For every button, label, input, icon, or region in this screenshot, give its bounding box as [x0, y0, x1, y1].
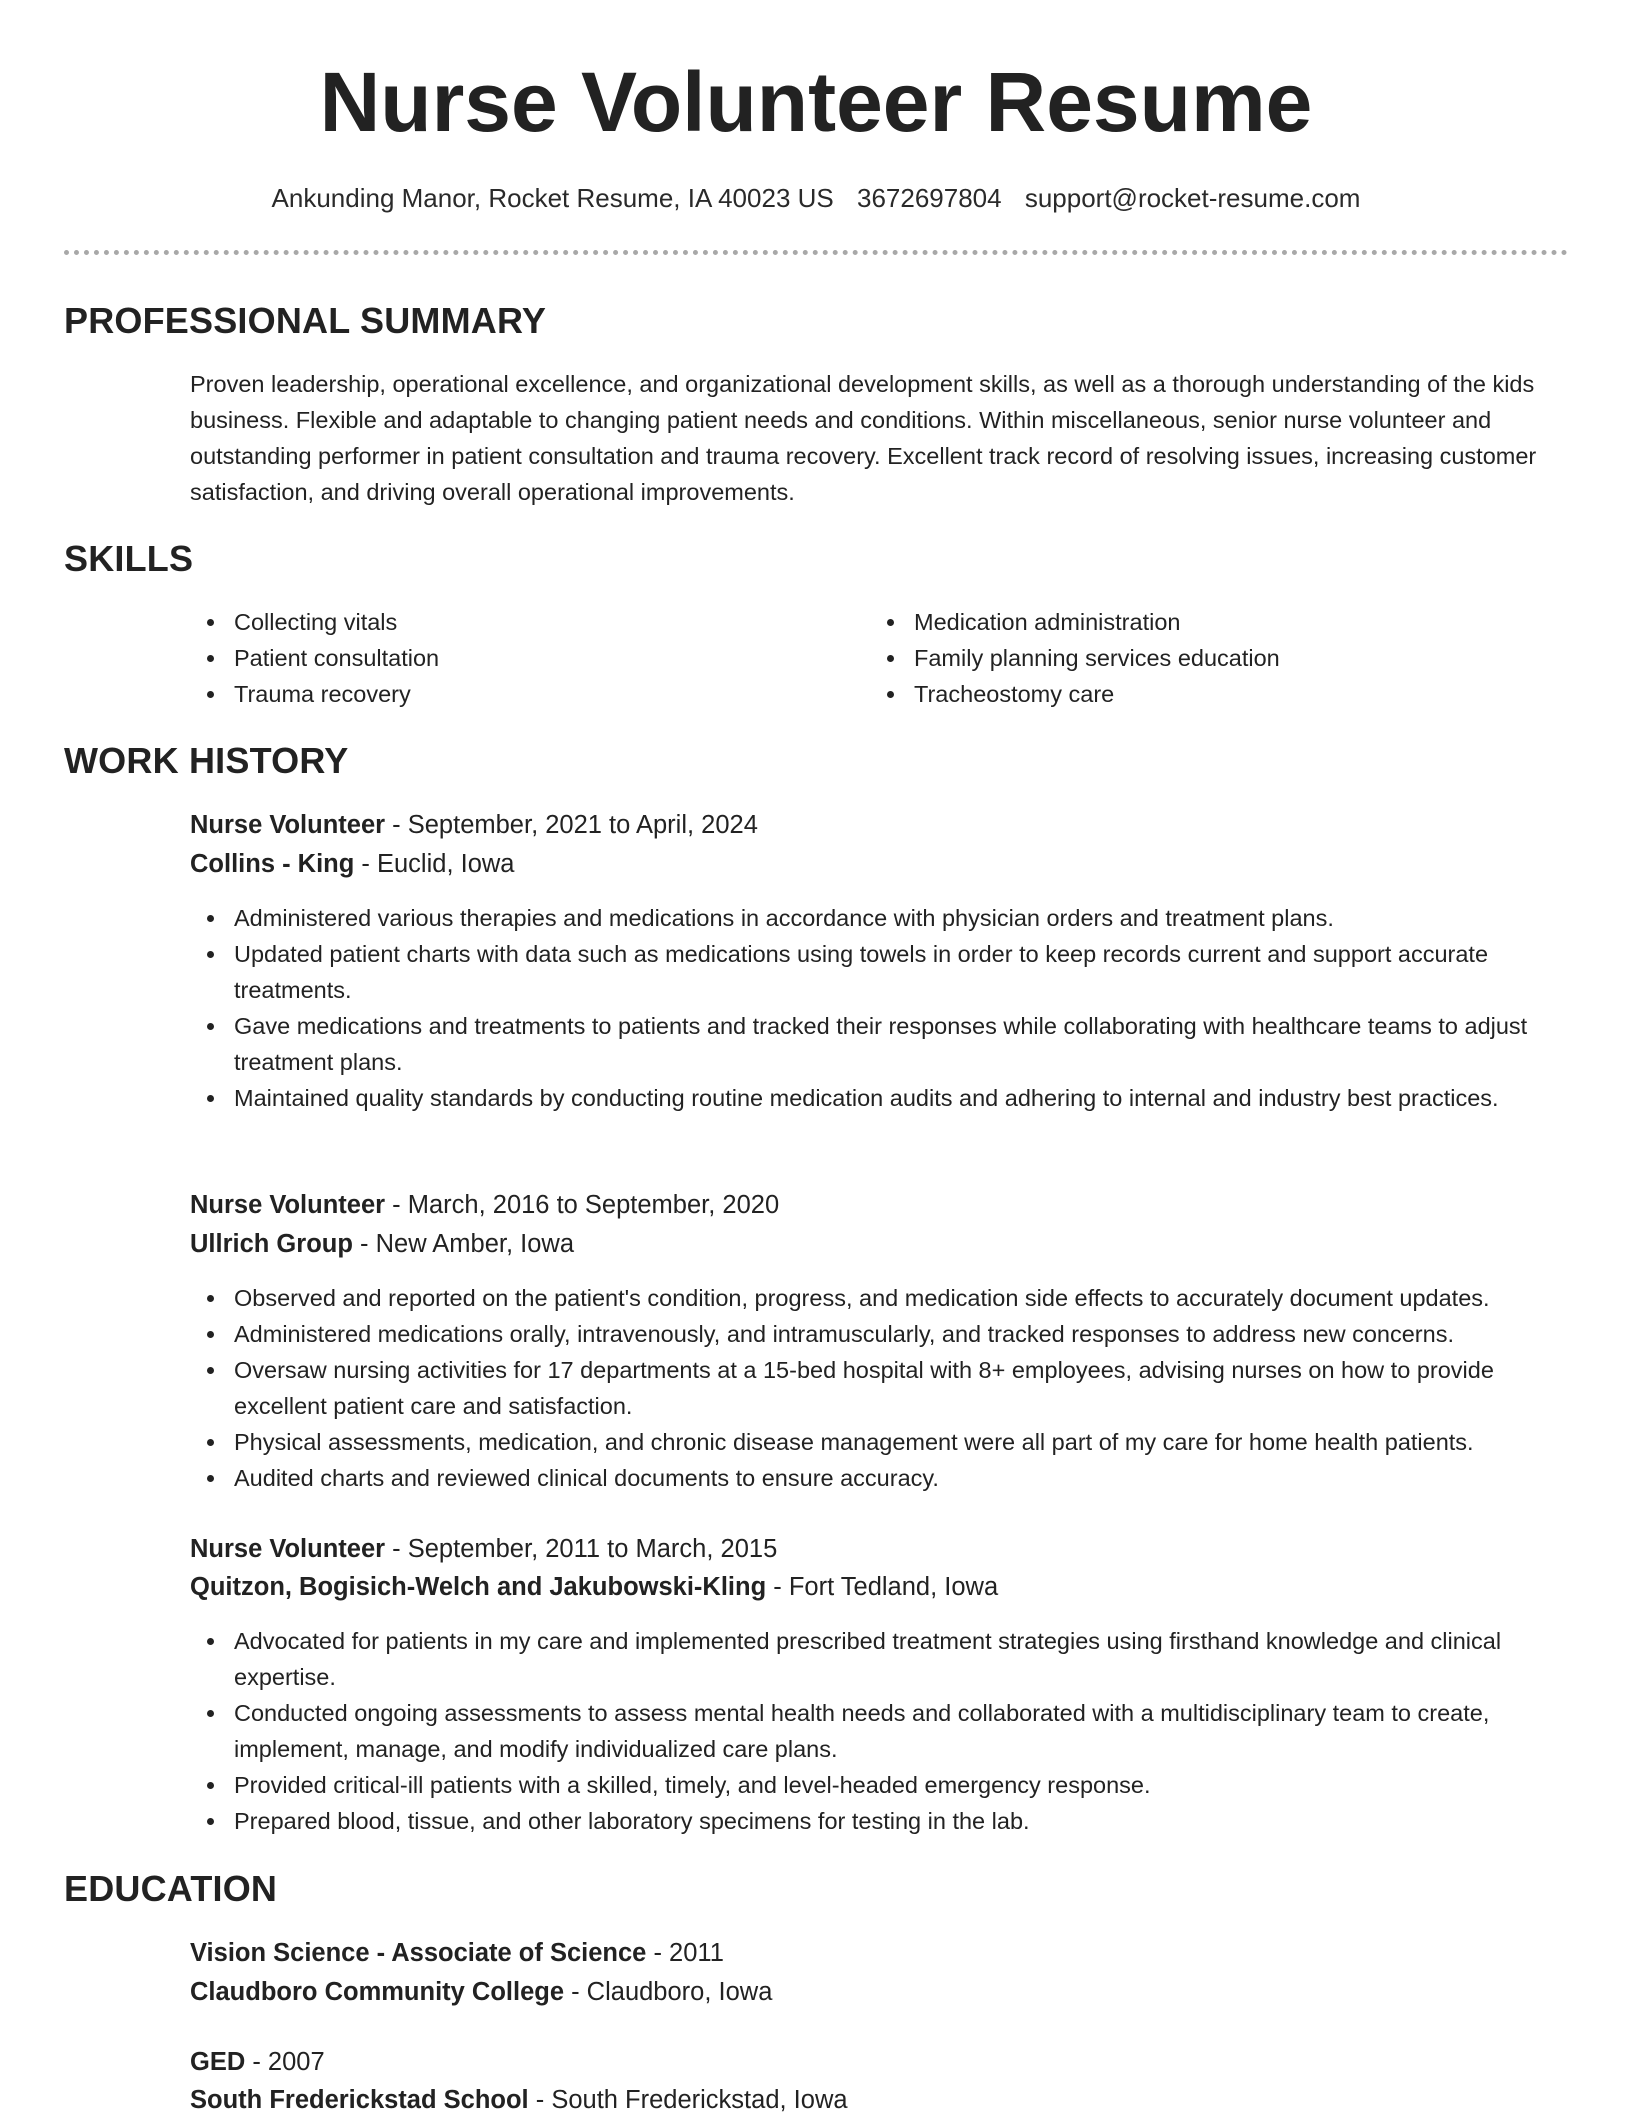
education-year: - 2011 — [646, 1939, 724, 1967]
job-company: Collins - King — [190, 850, 355, 878]
skills-heading: SKILLS — [64, 538, 194, 579]
job-bullet: Oversaw nursing activities for 17 departments at a 15-bed hospital with 8+ employees, advising nurses on how to provide excellent patient care and satisfaction. — [190, 1352, 1580, 1424]
education-degree: Vision Science - Associate of Science — [190, 1939, 647, 1967]
job-company: Quitzon, Bogisich-Welch and Jakubowski-Kling — [190, 1573, 767, 1601]
job-location: - Euclid, Iowa — [354, 850, 515, 878]
job-role: Nurse Volunteer — [190, 1191, 386, 1219]
contact-line — [0, 180, 1632, 216]
contact-address: Ankunding Manor, Rocket Resume, IA 40023 US — [271, 183, 834, 213]
education-heading: EDUCATION — [64, 1868, 278, 1909]
job-company-line — [190, 1569, 998, 1605]
skill-item: Medication administration — [870, 604, 1510, 640]
education-year: - 2007 — [245, 2048, 325, 2076]
contact-phone: 3672697804 — [856, 183, 1002, 213]
job-title-line — [190, 1531, 777, 1567]
summary-text: Proven leadership, operational excellence, and organizational development skills, as well as a thorough understanding of the kids business. Flexible and adaptable to changing patient needs and conditions. Within miscellaneous, senior nurse volunteer and outstanding performer in patient consultation and trauma recovery. Excellent track record of resolving issues, increasing customer satisfaction, and driving overall operational improvements. — [190, 371, 1537, 505]
skill-item: Trauma recovery — [190, 676, 830, 712]
education-school: Claudboro Community College — [190, 1978, 565, 2006]
education-degree-line — [190, 1935, 724, 1971]
job-bullet: Prepared blood, tissue, and other laboratory specimens for testing in the lab. — [190, 1803, 1580, 1839]
job-bullet: Updated patient charts with data such as medications using towels in order to keep records current and support accurate treatments. — [190, 936, 1580, 1008]
job-bullet: Maintained quality standards by conducting routine medication audits and adhering to internal and industry best practices. — [190, 1080, 1580, 1116]
job-location: - New Amber, Iowa — [352, 1230, 575, 1258]
job-bullets — [190, 1623, 1580, 1839]
education-school: South Frederickstad School — [190, 2086, 529, 2114]
job-bullet: Administered various therapies and medications in accordance with physician orders and treatment plans. — [190, 900, 1580, 936]
job-title-line — [190, 807, 758, 843]
education-location: - South Frederickstad, Iowa — [528, 2086, 848, 2114]
job-company: Ullrich Group — [190, 1230, 353, 1258]
summary-heading: PROFESSIONAL SUMMARY — [64, 300, 547, 341]
job-dates: - September, 2021 to April, 2024 — [385, 811, 758, 839]
education-location: - Claudboro, Iowa — [564, 1978, 773, 2006]
job-role: Nurse Volunteer — [190, 811, 386, 839]
job-bullet: Observed and reported on the patient's condition, progress, and medication side effects to accurately document updates. — [190, 1280, 1580, 1316]
job-bullets — [190, 900, 1580, 1116]
education-school-line — [190, 1974, 772, 2010]
skills-list-left — [190, 604, 830, 712]
skill-item: Tracheostomy care — [870, 676, 1510, 712]
job-bullet: Gave medications and treatments to patients and tracked their responses while collaborating with healthcare teams to adjust treatment plans. — [190, 1008, 1580, 1080]
contact-email[interactable]: support@rocket-resume.com — [1024, 183, 1361, 213]
job-role: Nurse Volunteer — [190, 1535, 386, 1563]
education-school-line — [190, 2082, 848, 2118]
job-company-line — [190, 1226, 574, 1262]
job-bullet: Physical assessments, medication, and chronic disease management were all part of my care for home health patients. — [190, 1424, 1580, 1460]
skill-item: Patient consultation — [190, 640, 830, 676]
job-bullet: Provided critical-ill patients with a skilled, timely, and level-headed emergency response. — [190, 1767, 1580, 1803]
resume-title: Nurse Volunteer Resume — [319, 55, 1313, 149]
job-dates: - March, 2016 to September, 2020 — [385, 1191, 780, 1219]
job-location: - Fort Tedland, Iowa — [766, 1573, 999, 1601]
job-bullet: Administered medications orally, intravenously, and intramuscularly, and tracked responses to address new concerns. — [190, 1316, 1580, 1352]
header-divider — [64, 250, 1568, 255]
skills-list-right — [870, 604, 1510, 712]
job-title-line — [190, 1187, 779, 1223]
work-history-heading: WORK HISTORY — [64, 740, 349, 781]
education-degree-line — [190, 2044, 325, 2080]
skill-item: Family planning services education — [870, 640, 1510, 676]
education-degree: GED — [190, 2048, 246, 2076]
job-company-line — [190, 846, 514, 882]
job-bullet: Conducted ongoing assessments to assess mental health needs and collaborated with a multidisciplinary team to create, implement, manage, and modify individualized care plans. — [190, 1695, 1580, 1767]
job-bullet: Advocated for patients in my care and implemented prescribed treatment strategies using firsthand knowledge and clinical expertise. — [190, 1623, 1580, 1695]
job-bullet: Audited charts and reviewed clinical documents to ensure accuracy. — [190, 1460, 1580, 1496]
skill-item: Collecting vitals — [190, 604, 830, 640]
job-bullets — [190, 1280, 1580, 1496]
job-dates: - September, 2011 to March, 2015 — [385, 1535, 778, 1563]
